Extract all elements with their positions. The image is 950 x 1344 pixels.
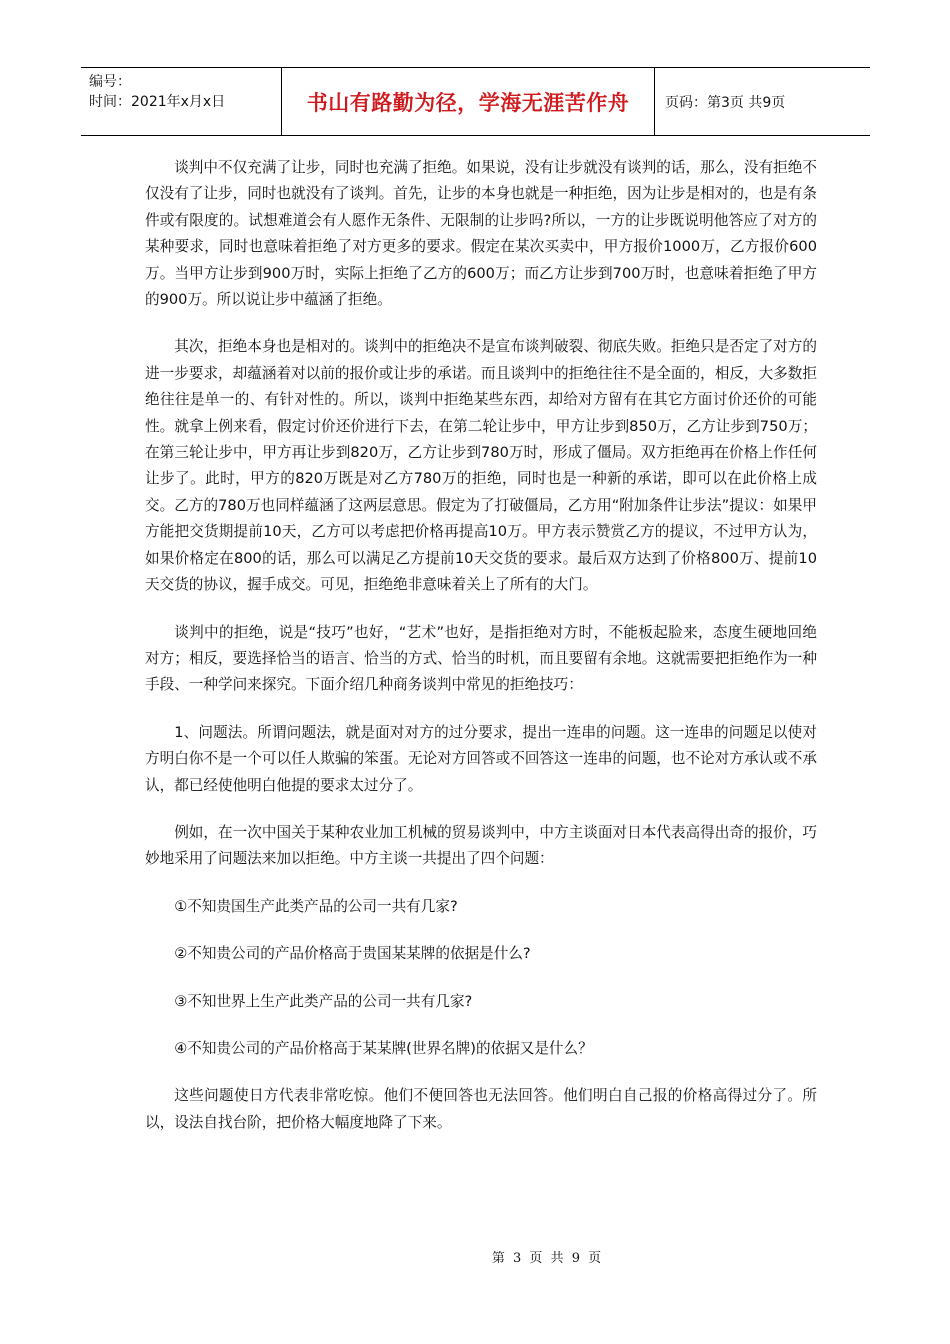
- header-meta: [81, 68, 282, 135]
- paragraph: 其次，拒绝本身也是相对的。谈判中的拒绝决不是宣布谈判破裂、彻底失败。拒绝只是否定了对方的进一步要求，却蕴涵着对以前的报价或让步的承诺。而且谈判中的拒绝往往不是全面的，相反，大多数拒绝往往是单一的、有针对性的。所以，谈判中拒绝某些东西，却给对方留有在其它方面讨价还价的可能性。就拿上例来看，假定讨价还价进行下去，在第二轮让步中，甲方让步到850万，乙方让步到750万；在第三轮让步中，甲方再让步到820万，乙方让步到780万时，形成了僵局。双方拒绝再在价格上作任何让步了。此时，甲方的820万既是对乙方780万的拒绝，同时也是一种新的承诺，即可以在此价格上成交。乙方的780万也同样蕴涵了这两层意思。假定为了打破僵局，乙方用“附加条件让步法”提议：如果甲方能把交货期提前10天，乙方可以考虑把价格再提高10万。甲方表示赞赏乙方的提议，不过甲方认为，如果价格定在800的话，那么可以满足乙方提前10天交货的要求。最后双方达到了价格800万、提前10天交货的协议，握手成交。可见，拒绝绝非意味着关上了所有的大门。: [145, 338, 817, 594]
- question-item: ④不知贵公司的产品价格高于某某牌(世界名牌)的依据又是什么？: [174, 1039, 593, 1057]
- header-page-info: 页码：第3页 共9页: [665, 94, 786, 111]
- question-item: ①不知贵国生产此类产品的公司一共有几家?: [174, 897, 458, 915]
- document-body: [145, 155, 817, 1157]
- paragraph: 这些问题使日方代表非常吃惊。他们不便回答也无法回答。他们明白自己报的价格高得过分了。所以，设法自找台阶，把价格大幅度地降了下来。: [145, 1087, 817, 1131]
- question-item: ③不知世界上生产此类产品的公司一共有几家?: [174, 992, 473, 1010]
- paragraph: 例如，在一次中国关于某种农业加工机械的贸易谈判中，中方主谈面对日本代表高得出奇的报价，巧妙地采用了问题法来加以拒绝。中方主谈一共提出了四个问题：: [145, 823, 817, 868]
- paragraph: 谈判中的拒绝，说是“技巧”也好，“艺术”也好，是指拒绝对方时，不能板起脸来，态度生硬地回绝对方；相反，要选择恰当的语言、恰当的方式、恰当的时机，而且要留有余地。这就需要把拒绝作为一种手段、一种学问来探究。下面介绍几种商务谈判中常见的拒绝技巧：: [145, 623, 817, 694]
- time-label: 时间：2021年x月x日: [89, 94, 226, 110]
- header-motto: 书山有路勤为径，学海无涯苦作舟: [282, 68, 655, 135]
- question-item: ②不知贵公司的产品价格高于贵国某某牌的依据是什么?: [174, 945, 531, 963]
- page-footer: 第 3 页 共 9 页: [491, 1251, 604, 1266]
- paragraph: 1、问题法。所谓问题法，就是面对对方的过分要求，提出一连串的问题。这一连串的问题足以使对方明白你不是一个可以任人欺骗的笨蛋。无论对方回答或不回答这一连串的问题，也不论对方承认或不承认，都已经使他明白他提的要求太过分了。: [145, 723, 817, 794]
- code-label: 编号：: [89, 74, 131, 90]
- header-table: [81, 67, 870, 136]
- paragraph: 谈判中不仅充满了让步，同时也充满了拒绝。如果说，没有让步就没有谈判的话，那么，没有拒绝不仅没有了让步，同时也就没有了谈判。首先，让步的本身也就是一种拒绝，因为让步是相对的，也是有条件或有限度的。试想难道会有人愿作无条件、无限制的让步吗?所以，一方的让步既说明他答应了对方的某种要求，同时也意味着拒绝了对方更多的要求。假定在某次买卖中，甲方报价1000万，乙方报价600万。当甲方让步到900万时，实际上拒绝了乙方的600万；而乙方让步到700万时，也意味着拒绝了甲方的900万。所以说让步中蕴涵了拒绝。: [145, 159, 817, 309]
